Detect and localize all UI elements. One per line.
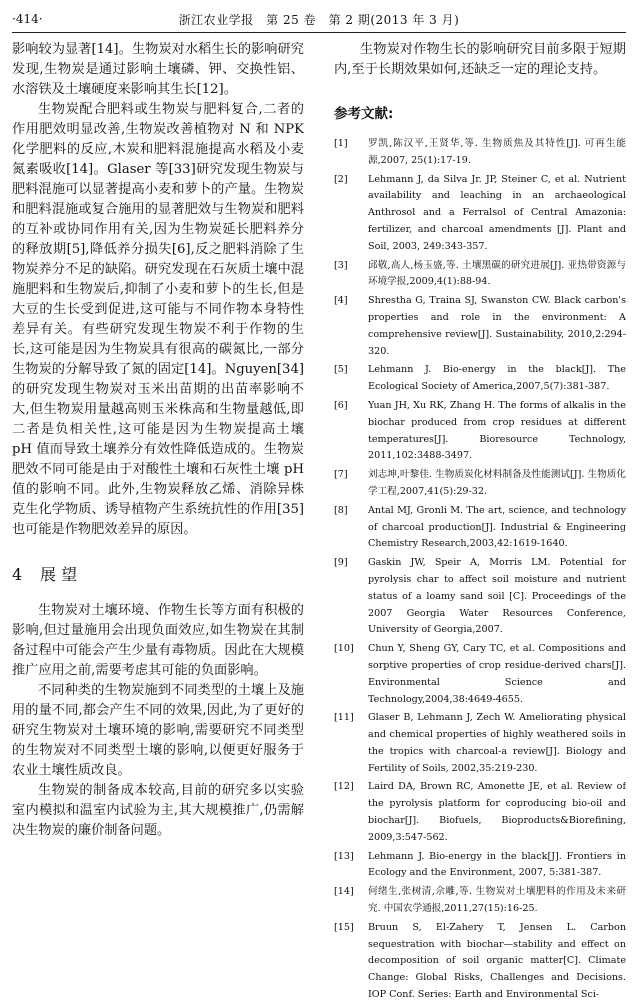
reference-text: 罗凯,陈汉平,王贤华,等. 生物质焦及其特性[J]. 可再生能源,2007, 25(1):17-19. <box>368 138 626 166</box>
reference-text: Antal MJ, Gronli M. The art, science, and technology of charcoal production[J]. Industrial & Engineering Chemistry Research,2003,42:1619-1640. <box>368 504 626 550</box>
reference-number: [12] <box>334 781 354 793</box>
left-column <box>12 40 304 841</box>
reference-number: [4] <box>334 295 348 307</box>
reference-number: [13] <box>334 850 354 862</box>
reference-item <box>334 136 626 170</box>
reference-text: Yuan JH, Xu RK, Zhang H. The forms of alkalis in the biochar produced from crop residues at different temperatures[J]. Bioresource Technology, 2011,102:3488-3497. <box>368 399 626 462</box>
reference-number: [10] <box>334 643 354 655</box>
reference-text: Lehmann J, da Silva Jr. JP, Steiner C, et al. Nutrient availability and leaching in an archaeological Anthrosol and a Ferralsol of Central Amazonia: fertilizer, and charcoal amendments [J]. Plant and Soil, 2003, 249:343-357. <box>368 173 626 252</box>
reference-item <box>334 258 626 292</box>
reference-number: [3] <box>334 259 348 271</box>
reference-text: Lehmann J. Bio-energy in the black[J]. The Ecological Society of America,2007,5(7):381-387. <box>368 364 626 393</box>
paragraph: 生物炭对土壤环境、作物生长等方面有积极的影响,但过量施用会出现负面效应,如生物炭在其制备过程中可能会产生少量有毒物质。因此在大规模推广应用之前,需要考虑其可能的负面影响。 <box>12 603 304 678</box>
reference-text: 何绪生,张树清,佘雕,等. 生物炭对土壤肥料的作用及未来研究. 中国农学通报,2011,27(15):16-25. <box>368 886 626 915</box>
journal-title: 浙江农业学报 第 25 卷 第 2 期(2013 年 3 月) <box>178 12 460 27</box>
header-rule <box>12 32 626 33</box>
reference-item <box>334 362 626 396</box>
reference-number: [11] <box>334 712 354 724</box>
reference-text: Shrestha G, Traina SJ, Swanston CW. Black carbon's properties and role in the environment: A comprehensive review[J]. Sustainability, 2010,2:294-320. <box>368 295 626 357</box>
reference-number: [1] <box>334 138 348 149</box>
paragraph: 影响较为显著[14]。生物炭对水稻生长的影响研究发现,生物炭是通过影响土壤磷、钾、交换性铝、水溶铁及土壤硬度来影响其生长[12]。 <box>12 42 304 97</box>
reference-item <box>334 503 626 553</box>
reference-number: [6] <box>334 399 348 411</box>
section-heading <box>12 562 304 585</box>
reference-item <box>334 172 626 256</box>
reference-number: [15] <box>334 921 354 933</box>
page-number: ·414· <box>12 12 43 26</box>
paragraph: 生物炭对作物生长的影响研究目前多限于短期内,至于长期效果如何,还缺乏一定的理论支持。 <box>334 42 626 77</box>
reference-text: Laird DA, Brown RC, Amonette JE, et al. Review of the pyrolysis platform for coproducing bio-oil and biochar[J]. Biofuels, Bioproducts&Biorefining, 2009,3:547-562. <box>368 781 626 843</box>
reference-item <box>334 555 626 639</box>
right-column <box>334 40 626 1006</box>
reference-item <box>334 710 626 777</box>
paragraph: 不同种类的生物炭施到不同类型的土壤上及施用的量不同,都会产生不同的效果,因此,为了更好的研究生物炭对土壤环境的影响,需要研究不同类型的生物炭对不同类型土壤的影响,以便更好服务于农业土壤性质改良。 <box>12 683 304 778</box>
reference-list <box>334 136 626 1004</box>
reference-number: [8] <box>334 504 348 516</box>
reference-text: Glaser B, Lehmann J, Zech W. Ameliorating physical and chemical properties of highly weathered soils in the tropics with charcoal-a review[J]. Biology and Fertility of Soils, 2002,35:219-230. <box>368 712 626 774</box>
reference-item <box>334 467 626 501</box>
reference-item <box>334 641 626 708</box>
reference-item <box>334 293 626 360</box>
reference-item <box>334 884 626 918</box>
reference-number: [5] <box>334 364 348 376</box>
paragraph: 生物炭的制备成本较高,目前的研究多以实验室内模拟和温室内试验为主,其大规模推广,仍需解决生物炭的廉价制备问题。 <box>12 783 304 838</box>
reference-item <box>334 398 626 465</box>
reference-text: Lehmann J. Bio-energy in the black[J]. Frontiers in Ecology and the Environment, 2007, 5:381-387. <box>368 850 626 879</box>
reference-item <box>334 779 626 846</box>
section-number: 4 <box>12 565 23 584</box>
reference-text: Chun Y, Sheng GY, Cary TC, et al. Compositions and sorptive properties of crop residue-derived chars[J]. Environmental Science and Technology,2004,38:4649-4655. <box>368 643 626 705</box>
reference-number: [7] <box>334 469 348 481</box>
section-title: 展 望 <box>40 565 78 584</box>
references-heading: 参考文献: <box>334 106 394 122</box>
reference-text: 邱敬,高人,杨玉盛,等. 土壤黑碳的研究进展[J]. 亚热带资源与环境学报,2009,4(1):88-94. <box>368 259 626 288</box>
reference-item <box>334 920 626 1004</box>
paragraph: 生物炭配合肥料或生物炭与肥料复合,二者的作用肥效明显改善,生物炭改善植物对 N 和 NPK 化学肥料的反应,木炭和肥料混施提高水稻及小麦氮素吸收[14]。Glaser 等[33]研究发现生物炭与肥料混施可以显著提高小麦和萝卜的产量。生物炭和肥料混施或复合施用的显著肥效与生物炭和肥料的互补或协同作用有关,因为生物炭延长肥料养分的释放期[5],降低养分损失[6],反之肥料消除了生物炭养分不足的缺陷。研究发现在石灰质土壤中混施肥料和生物炭后,抑制了小麦和萝卜的生长,但是大豆的生长受到促进,这可能与不同作物本身特性差异有关。有些研究发现生物炭不利于作物的生长,这可能是因为生物炭具有很高的碳氮比,一部分生物炭的分解导致了氮的固定[14]。Nguyen[34]的研究发现生物炭对玉米出苗期的出苗率影响不大,但生物炭用量越高则玉米株高和生物量越低,即二者是负相关性,这可能是因为生物炭提高土壤 pH 值而导致土壤养分有效性降低造成的。生物炭肥效不同可能是由于对酸性土壤和石灰性土壤 pH 值的影响不同。此外,生物炭释放乙烯、消除异株克生化学物质、诱导植物产生系统抗性的作用[35]也可能是作物肥效差异的原因。 <box>12 102 304 537</box>
reference-text: Bruun S, El-Zahery T, Jensen L. Carbon sequestration with biochar—stability and effect on decomposition of soil organic matter[C]. Climate Change: Global Risks, Challenges and Decisions. IOP Conf. Series: Earth and Environmental Sci- <box>368 921 626 1001</box>
running-header <box>12 8 626 30</box>
reference-number: [14] <box>334 886 354 898</box>
reference-text: 刘志坤,叶黎佳. 生物质炭化材料制备及性能测试[J]. 生物质化学工程,2007,41(5):29-32. <box>368 469 626 497</box>
reference-item <box>334 849 626 883</box>
reference-number: [2] <box>334 173 348 185</box>
reference-text: Gaskin JW, Speir A, Morris LM. Potential for pyrolysis char to affect soil moisture and nutrient status of a loamy sand soil [C]. Proceedings of the 2007 Georgia Water Resources Conference, University of Georgia,2007. <box>368 557 626 636</box>
reference-number: [9] <box>334 557 348 569</box>
